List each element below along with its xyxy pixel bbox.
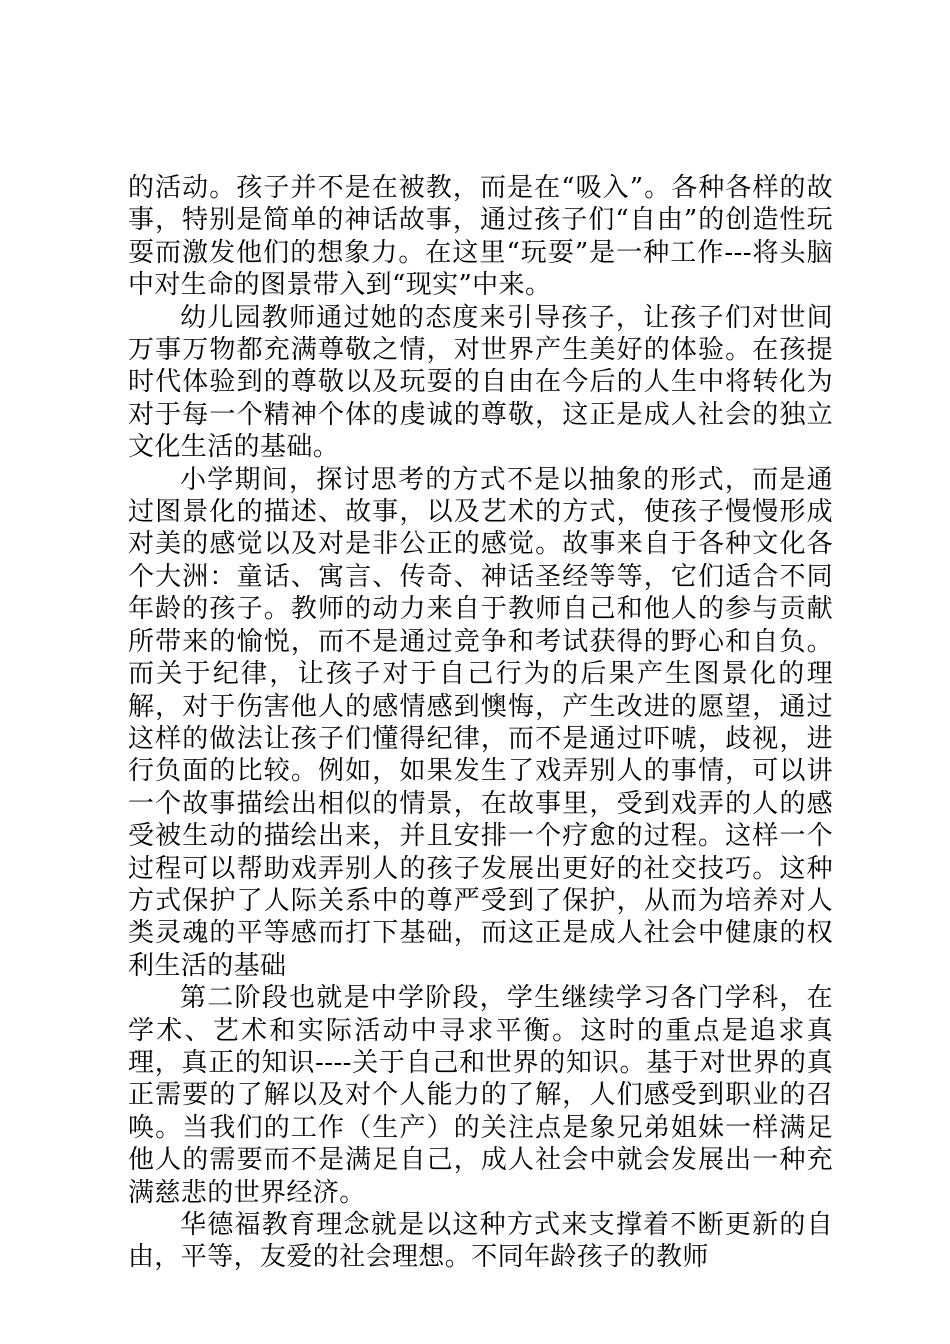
paragraph-1: 的活动。孩子并不是在被教，而是在“吸入”。各种各样的故事，特别是简单的神话故事，通过孩子们“自由”的创造性玩耍而激发他们的想象力。在这里“玩耍”是一种工作---将头脑中对生命的图景带入到“现实”中来。: [128, 173, 833, 301]
paragraph-4: 第二阶段也就是中学阶段，学生继续学习各门学科，在学术、艺术和实际活动中寻求平衡。这时的重点是追求真理，真正的知识----关于自己和世界的知识。基于对世界的真正需要的了解以及对个人能力的了解，人们感受到职业的召唤。当我们的工作（生产）的关注点是象兄弟姐妹一样满足他人的需要而不是满足自己，成人社会中就会发展出一种充满慈悲的世界经济。: [128, 983, 833, 1208]
paragraph-3: 小学期间，探讨思考的方式不是以抽象的形式，而是通过图景化的描述、故事，以及艺术的方式，使孩子慢慢形成对美的感觉以及对是非公正的感觉。故事来自于各种文化各个大洲：童话、寓言、传奇、神话圣经等等，它们适合不同年龄的孩子。教师的动力来自于教师自己和他人的参与贡献所带来的愉悦，而不是通过竞争和考试获得的野心和自负。而关于纪律，让孩子对于自己行为的后果产生图景化的理解，对于伤害他人的感情感到懊悔，产生改进的愿望，通过这样的做法让孩子们懂得纪律，而不是通过吓唬，歧视，进行负面的比较。例如，如果发生了戏弄别人的事情，可以讲一个故事描绘出相似的情景，在故事里，受到戏弄的人的感受被生动的描绘出来，并且安排一个疗愈的过程。这样一个过程可以帮助戏弄别人的孩子发展出更好的社交技巧。这种方式保护了人际关系中的尊严受到了保护，从而为培养对人类灵魂的平等感而打下基础，而这正是成人社会中健康的权利生活的基础: [128, 464, 833, 981]
paragraph-2: 幼儿园教师通过她的态度来引导孩子，让孩子们对世间万事万物都充满尊敬之情，对世界产生美好的体验。在孩提时代体验到的尊敬以及玩耍的自由在今后的人生中将转化为对于每一个精神个体的虔诚的尊敬，这正是成人社会的独立文化生活的基础。: [128, 302, 833, 463]
body-text: [128, 172, 833, 1274]
paragraph-5: 华德福教育理念就是以这种方式来支撑着不断更新的自由，平等，友爱的社会理想。不同年龄孩子的教师: [128, 1210, 833, 1273]
